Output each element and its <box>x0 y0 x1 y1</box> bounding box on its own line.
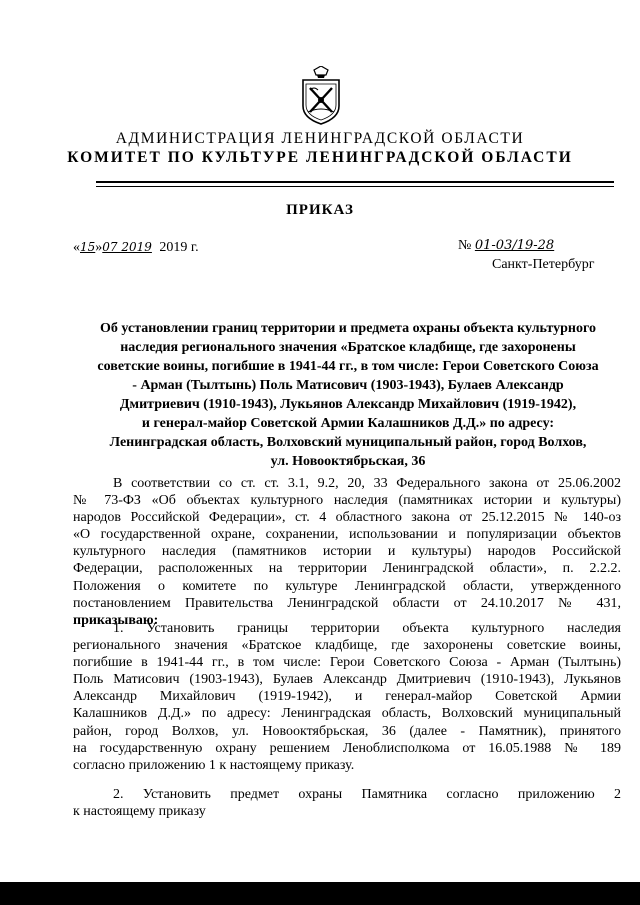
date-close-quote: » <box>95 240 103 255</box>
item-line: 1. Установить границы территории объекта культурного наследия <box>113 621 621 636</box>
order-item-2 <box>73 786 621 820</box>
scan-bottom-edge <box>0 882 640 905</box>
item-line: Александр Михайлович (1919-1942), и генерал-майор Советской Армии <box>73 689 621 705</box>
order-verb: приказываю: <box>73 612 159 628</box>
subject-line: Дмитриевич (1910-1943), Лукьянов Александр Михайлович (1919-1942), <box>119 397 577 412</box>
preamble-paragraph <box>73 475 621 629</box>
item-line: 2. Установить предмет охраны Памятника согласно приложению 2 <box>113 787 621 802</box>
number-handwritten: 01-03/19-28 <box>474 238 555 253</box>
committee-name: КОМИТЕТ ПО КУЛЬТУРЕ ЛЕНИНГРАДСКОЙ ОБЛАСТИ <box>67 149 573 166</box>
coat-of-arms-icon <box>300 66 342 126</box>
subject-line: Об установлении границ территории и предмета охраны объекта культурного <box>100 321 596 336</box>
date-year: 2019 г. <box>159 240 199 255</box>
date-day-handwritten: 15 <box>80 240 96 254</box>
preamble-line: В соответствии со ст. ст. 3.1, 9.2, 20, 33 Федерального закона от 25.06.2002 <box>113 476 621 491</box>
subject-line: - Арман (Тылтынь) Поль Матисович (1903-1943), Булаев Александр <box>132 378 564 393</box>
preamble-line: Федерации, расположенных на территории Ленинградской области», п. 2.2.2. <box>73 561 621 577</box>
item-line: регионального значения «Братское кладбище, где захоронены советские воины, <box>73 638 621 654</box>
item-line: Калашников Д.Д.» по адресу: Ленинградская область, Волховский муниципальный <box>73 706 621 722</box>
order-item-1 <box>73 620 621 774</box>
city: Санкт-Петербург <box>492 257 595 272</box>
preamble-line: Положения о комитете по культуре Ленинградской области, утвержденного <box>73 578 621 594</box>
preamble-line: народов Российской Федерации», ст. 4 областного закона от 25.12.2015 № 140-оз <box>73 510 621 526</box>
item-line: Поль Матисович (1903-1943), Булаев Александр Дмитриевич (1910-1943), Лукьянов <box>73 672 621 688</box>
document-title: ПРИКАЗ <box>286 202 354 218</box>
preamble-line: постановлением Правительства Ленинградской области от 24.10.2017 № 431, <box>73 595 621 611</box>
preamble-line: «О государственной охране, сохранении, использовании и популяризации объектов <box>73 527 621 543</box>
subject-line: Ленинградская область, Волховский муниципальный район, город Волхов, <box>109 435 587 450</box>
document-subject <box>78 319 618 471</box>
subject-line: советские воины, погибшие в 1941-44 гг., в том числе: Герои Советского Союза <box>97 359 599 374</box>
subject-line: ул. Новооктябрьская, 36 <box>270 454 426 469</box>
subject-line: и генерал-майор Советской Армии Калашников Д.Д.» по адресу: <box>141 416 555 431</box>
subject-line: наследия регионального значения «Братское кладбище, где захоронены <box>120 340 576 355</box>
preamble-line: культурного наследия (памятников истории и культуры) народов Российской <box>73 544 621 560</box>
item-line: на государственную охрану решением Леноблисполкома от 16.05.1988 № 189 <box>73 740 621 756</box>
organization-name: АДМИНИСТРАЦИЯ ЛЕНИНГРАДСКОЙ ОБЛАСТИ <box>115 130 525 147</box>
date-open-quote: « <box>73 240 80 255</box>
number-label: № <box>458 238 472 253</box>
header-rule-thin <box>96 186 614 187</box>
order-number <box>458 238 554 254</box>
header-rule-thick <box>96 181 614 183</box>
item-line: согласно приложению 1 к настоящему приказу. <box>73 757 355 773</box>
item-line: погибшие в 1941-44 гг., в том числе: Герои Советского Союза - Арман (Тылтынь) <box>73 655 621 671</box>
date-month-handwritten: 07 2019 <box>102 240 152 254</box>
preamble-line: № 73-ФЗ «Об объектах культурного наследия (памятниках истории и культуры) <box>73 493 621 509</box>
order-date <box>73 240 199 256</box>
item-line: район, город Волхов, ул. Новооктябрьская, 36 (далее - Памятник), принятого <box>73 723 621 739</box>
item-line: к настоящему приказу <box>73 804 206 820</box>
